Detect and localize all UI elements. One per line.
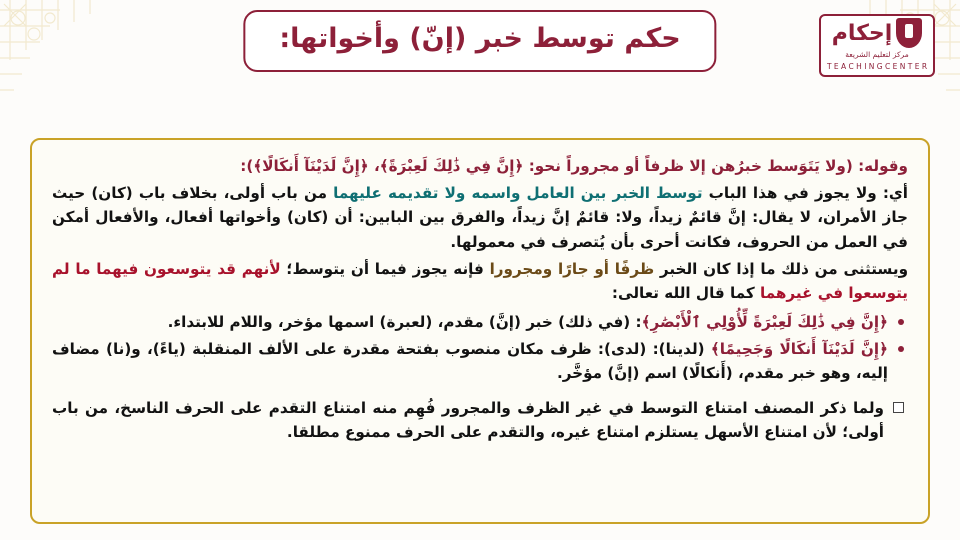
quran-verse-4-highlight: لَدَيْنَآ [822, 340, 855, 359]
closing-note: ولما ذكر المصنف امتناع التوسط في غير الظرف والمجرور فُهِم منه امتناع التقدم على الحرف الناسخ، من باب أولى؛ لأن امتناع الأسهل يستلزم امتناع غيره، والتقدم على الحرف ممنوع مطلقا. [52, 396, 908, 445]
book-mark-icon [896, 18, 922, 48]
quote-tail-text: ): [240, 157, 254, 175]
slide-header [0, 0, 960, 110]
quran-verse-4-pre: ﴿إِنَّ [854, 340, 888, 359]
verse-4-analysis: (لدينا): (لدى): ظرف مكان منصوب بفتحة مقدرة على الألف المنقلبة (ياءً)، و(نا) مضاف إليه، وهو خبر مقدم، (أَنكالًا) اسم (إنَّ) مؤخَّر. [52, 340, 888, 383]
explanation-part-2: من باب أولى، بخلاف باب (كان) حيث جاز الأمران، لا يقال: إنَّ قائمٌ زيداً، ولا: قائمٌ إنَّ زيداً، والفرق بين البابين: أن (كان) وأخواتها أفعال، والأفعال أمكن في العمل من الحروف، فكانت أحرى بأن يُتصرف في معمولها. [52, 183, 908, 251]
paragraph-exception [52, 257, 908, 306]
page-title: حكم توسط خبر (إنّ) وأخواتها: [279, 23, 681, 54]
quran-verse-1: ﴿إِنَّ فِي ذَٰلِكَ لَعِبْرَةً﴾ [379, 157, 524, 175]
quote-lead-text: وقوله: (ولا يَتَوَسط خبرُهن إلا ظرفاً أو مجروراً نحو: [523, 157, 908, 175]
title-box [243, 10, 716, 72]
brand-logo [812, 14, 942, 77]
verse-3-analysis: : (في ذلك) خبر (إنَّ) مقدم، (لعبرة) اسمها مؤخر، واللام للابتداء. [167, 312, 642, 331]
quran-verse-2: ﴿إِنَّ لَدَيْنَآ أَنكَالًا﴾ [253, 157, 369, 175]
quran-verse-4-post: أَنكَالًا وَجَحِيمًا﴾ [710, 340, 823, 359]
logo-frame [819, 14, 935, 77]
quran-verse-3-highlight: فِي ذَٰلِكَ [797, 312, 856, 331]
quran-verse-3-post: لَعِبْرَةً لِّأُوْلِي ٱلْأَبْصَٰرِ﴾ [641, 312, 798, 331]
exception-part-2: فإنه يجوز فيما أن يتوسط؛ [280, 259, 490, 278]
exception-highlight-brown: ظرفًا أو جارًا ومجرورا [489, 259, 655, 278]
explanation-highlight: توسط الخبر بين العامل واسمه ولا تقديمه عليهما [333, 183, 703, 202]
list-item [52, 337, 908, 386]
paragraph-quote [52, 154, 908, 179]
content-card [30, 138, 930, 524]
exception-part-3: كما قال الله تعالى: [611, 284, 761, 303]
exception-highlight-red: لأنهم قد يتوسعون فيهما ما لم يتوسعوا في غيرهما [52, 259, 908, 303]
list-item [52, 310, 908, 334]
quran-verse-3-pre: ﴿إِنَّ [855, 312, 888, 331]
logo-wordmark: إحكام [831, 20, 893, 46]
logo-tiny-text: T E A C H I N G C E N T E R [826, 62, 928, 72]
evidence-list [52, 310, 908, 386]
paragraph-explanation [52, 181, 908, 255]
explanation-part-1: أي: ولا يجوز في هذا الباب [702, 183, 909, 202]
quote-separator: ، [368, 157, 380, 175]
logo-subtitle: مركز لتعليم الشريعة [845, 50, 909, 59]
exception-part-1: ويستثنى من ذلك ما إذا كان الخبر [654, 259, 909, 278]
